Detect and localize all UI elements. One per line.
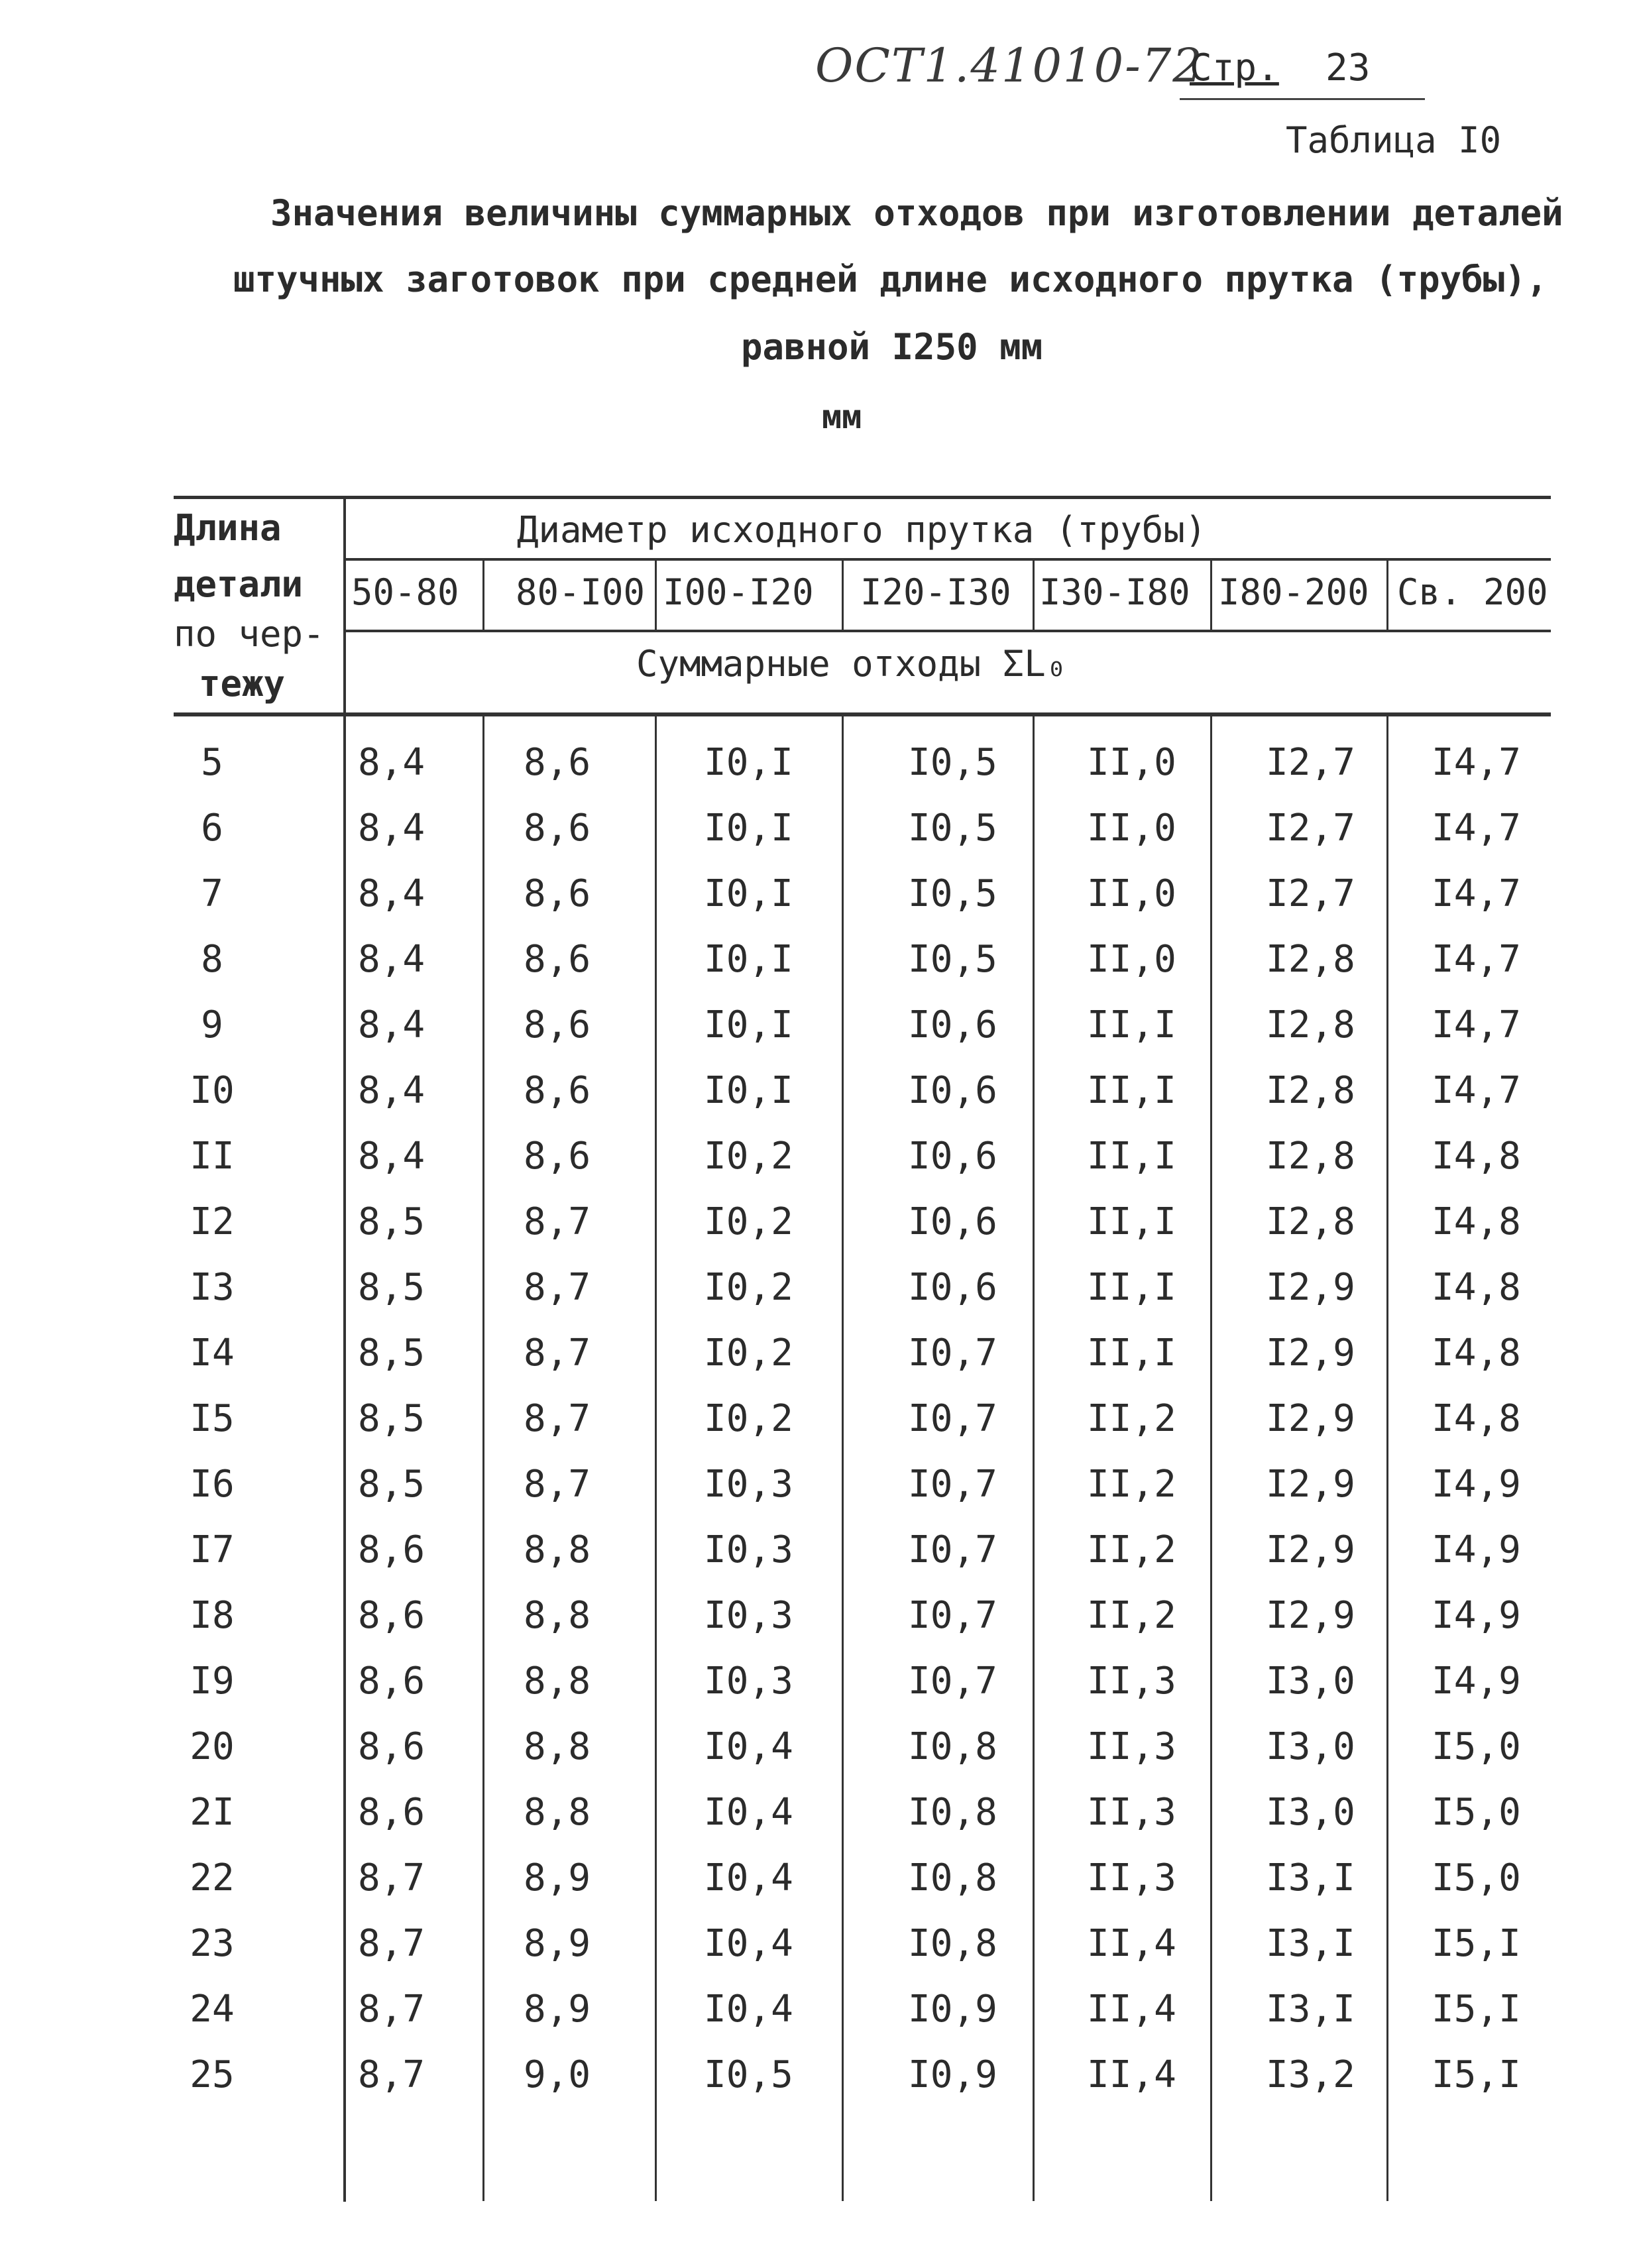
table-cell: I0,8 [908, 1725, 997, 1768]
table-number: Таблица I0 [1286, 119, 1502, 161]
table-cell: I0,3 [704, 1528, 793, 1571]
table-cell: 8,6 [524, 1003, 591, 1047]
table-cell: I0,4 [704, 1922, 793, 1965]
table-cell: 8,6 [358, 1594, 425, 1637]
table-cell: 8,6 [524, 1069, 591, 1112]
table-cell: I0,I [704, 807, 793, 850]
table-cell: I0,5 [908, 938, 997, 981]
table-cell: 8,6 [524, 807, 591, 850]
table-cell: I0,5 [908, 872, 997, 915]
table-cell: I0,4 [704, 1791, 793, 1834]
table-cell: I0,4 [704, 1725, 793, 1768]
table-cell: I0,2 [704, 1200, 793, 1243]
row-length: I6 [190, 1463, 235, 1506]
table-cell: I0,6 [908, 1135, 997, 1178]
diameter-header-2: 80-I00 [516, 571, 646, 613]
table-cell: I3,I [1266, 1856, 1355, 1899]
diameter-header-7: Св. 200 [1397, 571, 1548, 613]
table-cell: I2,9 [1266, 1397, 1355, 1440]
row-length: 8 [201, 938, 223, 981]
col-divider-6 [1386, 561, 1388, 630]
row-length: II [190, 1135, 235, 1178]
table-cell: I0,9 [908, 2053, 997, 2096]
table-cell: 8,4 [358, 807, 425, 850]
table-cell: 8,6 [524, 741, 591, 784]
table-cell: 8,4 [358, 938, 425, 981]
table-cell: I0,I [704, 1069, 793, 1112]
table-cell: I0,7 [908, 1463, 997, 1506]
table-cell: II,2 [1087, 1463, 1176, 1506]
table-cell: 8,8 [524, 1725, 591, 1768]
page-number: 23 [1325, 46, 1371, 89]
table-title-line-1: Значения величины суммарных отходов при изготовлении деталей [270, 192, 1563, 234]
table-cell: I0,7 [908, 1594, 997, 1637]
table-cell: II,I [1087, 1003, 1176, 1047]
table-cell: II,4 [1087, 1922, 1176, 1965]
table-cell: 8,4 [358, 1003, 425, 1047]
table-cell: I0,6 [908, 1003, 997, 1047]
length-header-line-2: детали [174, 563, 304, 605]
diameter-header-divider [345, 630, 1551, 632]
table-cell: I0,5 [908, 741, 997, 784]
table-cell: I0,6 [908, 1069, 997, 1112]
table-cell: I2,8 [1266, 1200, 1355, 1243]
table-cell: 8,7 [358, 1922, 425, 1965]
table-cell: I0,8 [908, 1791, 997, 1834]
table-cell: I4,7 [1432, 807, 1521, 850]
row-length: I5 [190, 1397, 235, 1440]
header-bottom-border [174, 712, 1551, 716]
diameter-group-header: Диаметр исходного прутка (трубы) [517, 509, 1207, 551]
table-cell: I4,9 [1432, 1660, 1521, 1703]
table-cell: I0,3 [704, 1463, 793, 1506]
table-cell: I2,8 [1266, 938, 1355, 981]
table-cell: II,3 [1087, 1791, 1176, 1834]
table-cell: I2,7 [1266, 872, 1355, 915]
table-cell: I3,I [1266, 1922, 1355, 1965]
table-cell: I4,7 [1432, 938, 1521, 981]
table-cell: I0,4 [704, 1856, 793, 1899]
row-length: 5 [201, 741, 223, 784]
col-divider-4 [1033, 561, 1035, 630]
row-length: 7 [201, 872, 223, 915]
table-cell: 8,7 [524, 1266, 591, 1309]
page-underline [1180, 98, 1425, 100]
table-cell: 8,7 [358, 1988, 425, 2031]
table-cell: I4,7 [1432, 1003, 1521, 1047]
diameter-header-4: I20-I30 [860, 571, 1011, 613]
table-cell: II,4 [1087, 1988, 1176, 2031]
table-cell: II,4 [1087, 2053, 1176, 2096]
table-cell: I0,9 [908, 1988, 997, 2031]
table-cell: 8,8 [524, 1528, 591, 1571]
table-cell: I2,9 [1266, 1594, 1355, 1637]
table-cell: I4,9 [1432, 1594, 1521, 1637]
row-length: I2 [190, 1200, 235, 1243]
row-length: 22 [190, 1856, 235, 1899]
table-cell: II,3 [1087, 1660, 1176, 1703]
table-cell: 8,6 [524, 938, 591, 981]
table-cell: 8,6 [358, 1528, 425, 1571]
table-cell: 8,5 [358, 1332, 425, 1375]
table-cell: I4,7 [1432, 1069, 1521, 1112]
table-cell: II,2 [1087, 1594, 1176, 1637]
length-header-line-3: по чер- [174, 613, 325, 655]
table-cell: I0,7 [908, 1528, 997, 1571]
table-cell: I0,6 [908, 1200, 997, 1243]
table-cell: 8,5 [358, 1463, 425, 1506]
table-cell: I2,9 [1266, 1266, 1355, 1309]
table-cell: I2,9 [1266, 1528, 1355, 1571]
table-cell: I0,7 [908, 1397, 997, 1440]
col-divider-1 [482, 561, 484, 630]
col-divider-5-body [1210, 716, 1212, 2201]
table-cell: I0,2 [704, 1266, 793, 1309]
table-cell: II,3 [1087, 1725, 1176, 1768]
table-cell: I0,8 [908, 1922, 997, 1965]
table-cell: I2,9 [1266, 1332, 1355, 1375]
table-cell: I0,I [704, 872, 793, 915]
page-label: Стр. [1190, 46, 1279, 89]
table-cell: I3,0 [1266, 1791, 1355, 1834]
row-length: 24 [190, 1988, 235, 2031]
table-cell: 8,7 [358, 1856, 425, 1899]
total-waste-subheader: Суммарные отходы ΣL₀ [636, 643, 1068, 685]
row-length: I8 [190, 1594, 235, 1637]
table-cell: I4,9 [1432, 1528, 1521, 1571]
diameter-header-3: I00-I20 [663, 571, 814, 613]
table-cell: 8,7 [524, 1397, 591, 1440]
table-cell: 8,8 [524, 1594, 591, 1637]
table-cell: I4,8 [1432, 1135, 1521, 1178]
table-cell: I0,5 [704, 2053, 793, 2096]
table-cell: I0,7 [908, 1332, 997, 1375]
table-cell: I0,2 [704, 1397, 793, 1440]
table-cell: II,0 [1087, 741, 1176, 784]
unit-label: мм [822, 398, 862, 436]
row-length: 9 [201, 1003, 223, 1047]
table-cell: 8,5 [358, 1266, 425, 1309]
col-divider-4-body [1033, 716, 1035, 2201]
table-cell: 8,6 [524, 1135, 591, 1178]
table-cell: II,0 [1087, 807, 1176, 850]
table-cell: I0,2 [704, 1332, 793, 1375]
table-cell: 8,7 [524, 1463, 591, 1506]
table-cell: I0,I [704, 1003, 793, 1047]
table-cell: I0,5 [908, 807, 997, 850]
length-header-line-4: тежу [199, 663, 286, 705]
table-cell: 8,4 [358, 741, 425, 784]
table-cell: I0,8 [908, 1856, 997, 1899]
table-cell: 8,4 [358, 872, 425, 915]
col-divider-2 [655, 561, 657, 630]
table-cell: 8,7 [524, 1332, 591, 1375]
table-cell: I4,7 [1432, 872, 1521, 915]
table-cell: I5,0 [1432, 1725, 1521, 1768]
table-title-line-3: равной I250 мм [741, 326, 1043, 368]
table-cell: II,0 [1087, 938, 1176, 981]
diameter-header-5: I30-I80 [1039, 571, 1190, 613]
table-cell: 8,9 [524, 1922, 591, 1965]
table-cell: 8,4 [358, 1069, 425, 1112]
table-cell: II,I [1087, 1332, 1176, 1375]
table-cell: I2,8 [1266, 1069, 1355, 1112]
table-cell: 8,4 [358, 1135, 425, 1178]
table-cell: I5,I [1432, 1988, 1521, 2031]
row-length: I4 [190, 1332, 235, 1375]
table-cell: I0,3 [704, 1594, 793, 1637]
table-title-line-2: штучных заготовок при средней длине исходного прутка (трубы), [233, 258, 1548, 300]
table-cell: I2,7 [1266, 741, 1355, 784]
table-cell: I2,8 [1266, 1003, 1355, 1047]
table-cell: I0,4 [704, 1988, 793, 2031]
table-cell: 8,8 [524, 1791, 591, 1834]
table-cell: 8,6 [358, 1660, 425, 1703]
table-cell: I2,7 [1266, 807, 1355, 850]
table-cell: I0,3 [704, 1660, 793, 1703]
length-header-line-1: Длина [174, 507, 282, 549]
table-cell: I0,6 [908, 1266, 997, 1309]
table-cell: II,I [1087, 1200, 1176, 1243]
table-cell: 8,7 [358, 2053, 425, 2096]
table-cell: 8,5 [358, 1397, 425, 1440]
table-cell: I3,2 [1266, 2053, 1355, 2096]
table-cell: I4,8 [1432, 1397, 1521, 1440]
table-cell: II,3 [1087, 1856, 1176, 1899]
table-cell: 8,6 [524, 872, 591, 915]
col-divider-6-body [1386, 716, 1388, 2201]
table-top-border [174, 496, 1551, 499]
col-divider-3-body [842, 716, 844, 2201]
col-divider-3 [842, 561, 844, 630]
table-cell: 8,8 [524, 1660, 591, 1703]
row-length: 20 [190, 1725, 235, 1768]
table-cell: II,I [1087, 1135, 1176, 1178]
table-cell: I4,8 [1432, 1266, 1521, 1309]
table-cell: I0,2 [704, 1135, 793, 1178]
row-length: I9 [190, 1660, 235, 1703]
table-cell: I5,I [1432, 2053, 1521, 2096]
table-cell: I0,I [704, 938, 793, 981]
table-cell: I3,0 [1266, 1725, 1355, 1768]
table-cell: II,2 [1087, 1397, 1176, 1440]
table-cell: I2,8 [1266, 1135, 1355, 1178]
row-length: 25 [190, 2053, 235, 2096]
table-cell: II,I [1087, 1266, 1176, 1309]
table-cell: 8,6 [358, 1791, 425, 1834]
row-length: 6 [201, 807, 223, 850]
table-cell: I2,9 [1266, 1463, 1355, 1506]
table-cell: I3,I [1266, 1988, 1355, 2031]
row-length: 23 [190, 1922, 235, 1965]
table-cell: 8,7 [524, 1200, 591, 1243]
table-cell: II,0 [1087, 872, 1176, 915]
row-length: I7 [190, 1528, 235, 1571]
row-length: I0 [190, 1069, 235, 1112]
row-length: I3 [190, 1266, 235, 1309]
diameter-header-1: 50-80 [351, 571, 459, 613]
table-cell: 8,5 [358, 1200, 425, 1243]
diameter-header-6: I80-200 [1218, 571, 1369, 613]
table-cell: I3,0 [1266, 1660, 1355, 1703]
document-code: ОСТ1.41010-72 [815, 38, 1204, 93]
col-divider-5 [1210, 561, 1212, 630]
table-cell: II,I [1087, 1069, 1176, 1112]
table-cell: 9,0 [524, 2053, 591, 2096]
group-header-divider [345, 558, 1551, 561]
table-cell: I5,I [1432, 1922, 1521, 1965]
table-cell: I4,7 [1432, 741, 1521, 784]
col-divider-2-body [655, 716, 657, 2201]
table-cell: I5,0 [1432, 1791, 1521, 1834]
table-cell: II,2 [1087, 1528, 1176, 1571]
table-cell: 8,6 [358, 1725, 425, 1768]
table-cell: I0,I [704, 741, 793, 784]
table-cell: I4,8 [1432, 1200, 1521, 1243]
row-length: 2I [190, 1791, 235, 1834]
table-cell: I4,9 [1432, 1463, 1521, 1506]
table-cell: 8,9 [524, 1988, 591, 2031]
col-divider-1-body [482, 716, 484, 2201]
length-column-divider [343, 496, 346, 2202]
table-cell: I0,7 [908, 1660, 997, 1703]
table-cell: I5,0 [1432, 1856, 1521, 1899]
table-cell: I4,8 [1432, 1332, 1521, 1375]
table-cell: 8,9 [524, 1856, 591, 1899]
